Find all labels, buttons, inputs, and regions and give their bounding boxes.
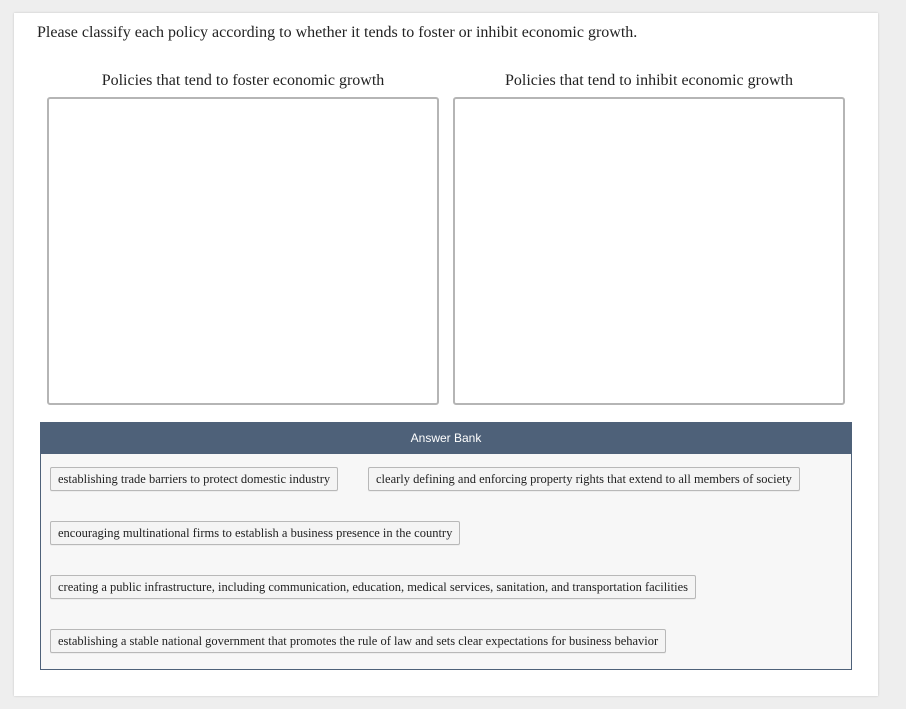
inhibit-dropzone[interactable] xyxy=(453,97,845,405)
answer-chip-multinational-firms[interactable]: encouraging multinational firms to establish a business presence in the country xyxy=(50,521,460,545)
foster-bucket-title: Policies that tend to foster economic growth xyxy=(101,72,385,89)
answer-bank-header: Answer Bank xyxy=(41,423,851,454)
answer-bank xyxy=(40,422,852,670)
answer-chip-stable-government[interactable]: establishing a stable national government that promotes the rule of law and sets clear expectations for business behavior xyxy=(50,629,666,653)
question-card xyxy=(14,13,878,696)
answer-chip-property-rights[interactable]: clearly defining and enforcing property rights that extend to all members of society xyxy=(368,467,800,491)
question-prompt: Please classify each policy according to whether it tends to foster or inhibit economic growth. xyxy=(37,24,638,41)
answer-chip-trade-barriers[interactable]: establishing trade barriers to protect domestic industry xyxy=(50,467,338,491)
inhibit-bucket-title: Policies that tend to inhibit economic growth xyxy=(505,72,793,89)
foster-dropzone[interactable] xyxy=(47,97,439,405)
answer-chip-public-infrastructure[interactable]: creating a public infrastructure, including communication, education, medical services, sanitation, and transportation facilities xyxy=(50,575,696,599)
